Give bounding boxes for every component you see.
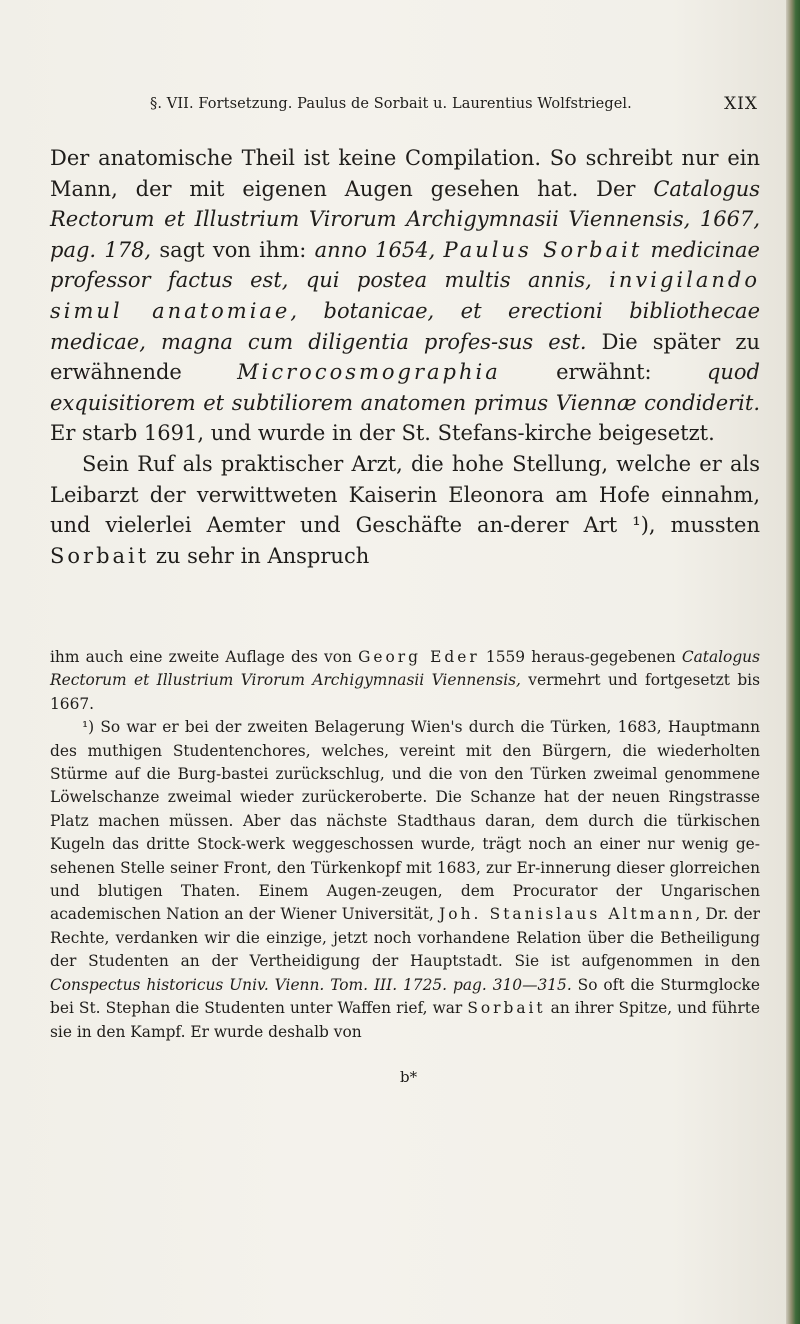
main-text [50,143,760,571]
text-span: vermehrt und fortgesetzt bis 1667. [50,671,761,713]
page-folio: XIX [724,94,758,114]
catalogus-title: Catalogus Rectorum et Illustrium Virorum Archigymnasii Viennensis [50,176,760,232]
footnote-1 [50,716,760,1044]
text-span: So oft die Sturmglocke bei St. Stephan die Studenten unter Waffen rief, war [50,975,760,1018]
running-header [150,96,758,112]
text-span: ihm auch eine zweite Auflage des von [50,648,359,666]
spaced-name: Georg Eder [358,648,480,666]
spaced-name: Paulus Sorbait [443,237,643,262]
page-edge [786,0,800,1324]
footnotes [50,646,760,1044]
spaced-name: Sorbait [50,543,150,568]
text-span: an ihrer Spitze, und führte sie in den Kampf. Er wurde deshalb von [50,999,760,1041]
text-span: Sein Ruf als praktischer Arzt, die hohe Stellung, welche er als Leibarzt der verwittweten Kaiserin Eleonora am Hofe einnahm, und vielerlei Aemter und Geschäfte an-derer Art [50,451,760,538]
catalogus-title: Catalogus Rectorum et Illustrium Virorum Archigymnasii Viennensis, [50,648,760,690]
quote-part: quod exquisitiorem et subtiliorem anatomen primus Viennæ condiderit. [50,360,760,415]
text-span: , mussten [648,513,760,538]
text-span: , Dr. der Rechte, verdanken wir die einzige, jetzt noch vorhandene Relation über die Betheiligung der Studenten an der Vertheidigung der Hauptstadt. Sie ist aufgenommen in den [50,905,761,971]
text-span: erwähnt: [500,360,707,385]
signature-mark: b* [400,1068,418,1086]
text-span: Die später zu erwähnende [50,329,761,385]
spaced-phrase: invigilando simul anatomiae [50,268,760,323]
text-span: 1559 heraus-gegebenen [479,648,682,666]
text-span: Er starb 1691, und wurde in der St. Stefans-kirche beigesetzt. [50,421,715,446]
paragraph-1 [50,143,760,449]
text-span: zu sehr in Anspruch [149,543,370,568]
footnote-continuation [50,646,760,716]
text-span: So war er bei der zweiten Belagerung Wien's durch die Türken, 1683, Hauptmann des muthigen Studentenchores, welches, vereint mit den Bürgern, die wiederholten Stürme auf die Burg-bastei zurückschlug, und die von den Türken zweimal genommene Löwelschanze zweimal wieder zurückeroberte. Die Schanze hat der neuen Ringstrasse Platz machen müssen. Aber das nächste Stadthaus daran, dem durch die türkischen Kugeln das dritte Stock-werk weggeschossen wurde, trägt noch an einer nur wenig ge-sehenen Stelle seiner Front, den Türkenkopf mit 1683, zur Er-innerung dieser glorreichen und blutigen Thaten. Einem Augen-zeugen, dem Procurator der Ungarischen academischen Nation an der Wiener Universität, [50,718,760,924]
spaced-name: Joh. Stanislaus Altmann [439,905,696,924]
quote-part: anno 1654, [314,237,444,262]
spaced-name: Sorbait [467,999,546,1018]
conspectus-reference: Conspectus historicus Univ. Vienn. Tom. III. 1725. pag. 310—315. [50,975,572,994]
footnote-mark: ¹) [82,718,95,737]
paragraph-2 [50,449,760,571]
catalogus-reference: , 1667, pag. 178, [50,207,760,262]
header-title: §. VII. Fortsetzung. Paulus de Sorbait u. Laurentius Wolfstriegel. [150,96,632,112]
quote-part: , botanicae, et erectioni bibliothecae medicae, magna cum diligentia profes-sus est. [50,298,760,354]
spaced-title: Microcosmographia [237,360,501,385]
text-span: Der anatomische Theil ist keine Compilation. So schreibt nur ein Mann, der mit eigenen Augen gesehen hat. Der [50,146,760,201]
text-span: sagt von ihm: [151,237,315,262]
footnote-mark: ¹) [632,513,649,538]
quote-part: medicinae professor factus est, qui postea multis annis, [50,237,760,293]
